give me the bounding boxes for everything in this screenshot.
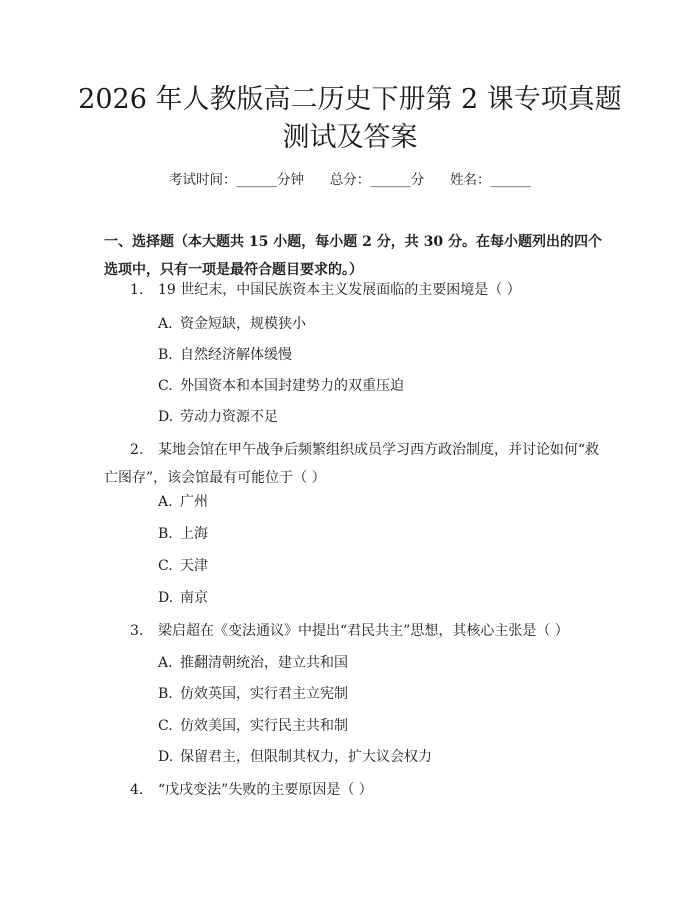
option-text: 外国资本和本国封建势力的双重压迫 — [180, 378, 404, 394]
section-heading: 一、选择题（本大题共 15 小题，每小题 2 分，共 30 分。在每小题列出的四个选项中，只有一项是最符合题目要求的。） — [104, 234, 602, 278]
option-text: 保留君主，但限制其权力，扩大议会权力 — [180, 749, 432, 765]
option-text: 资金短缺，规模狭小 — [180, 316, 306, 332]
option-text: 南京 — [180, 590, 208, 606]
option-2a — [158, 491, 208, 513]
option-3a — [158, 652, 348, 674]
option-3b — [158, 683, 348, 705]
document-title-line-2: 测试及答案 — [282, 122, 418, 153]
option-text: 广州 — [180, 494, 208, 510]
question-number: 4. — [130, 782, 144, 798]
option-text: 天津 — [180, 558, 208, 574]
option-1d — [158, 406, 278, 428]
option-3d — [158, 746, 432, 768]
question-stem: 梁启超在《变法通议》中提出“君民共主”思想，其核心主张是（ ） — [158, 623, 569, 639]
option-text: 仿效英国，实行君主立宪制 — [180, 686, 348, 702]
option-text: 推翻清朝统治，建立共和国 — [180, 655, 348, 671]
option-text: 自然经济解体缓慢 — [180, 347, 292, 363]
question-stem: 某地会馆在甲午战争后频繁组织成员学习西方政治制度，并讨论如何“救亡图存”，该会馆最有可能位于（ ） — [104, 442, 600, 486]
question-stem: “戊戌变法”失败的主要原因是（ ） — [158, 782, 373, 798]
option-text: 劳动力资源不足 — [180, 409, 278, 425]
question-number: 1. — [130, 282, 144, 298]
option-2d — [158, 587, 208, 609]
question-1 — [104, 276, 604, 304]
option-2b — [158, 523, 208, 545]
option-1b — [158, 344, 292, 366]
option-letter: A. — [158, 316, 173, 332]
question-number: 2. — [130, 442, 144, 458]
option-letter: C. — [158, 718, 173, 734]
option-letter: D. — [158, 590, 174, 606]
option-letter: B. — [158, 526, 173, 542]
question-4 — [104, 776, 604, 804]
option-letter: C. — [158, 378, 173, 394]
option-letter: D. — [158, 409, 174, 425]
option-2c — [158, 555, 208, 577]
option-3c — [158, 715, 348, 737]
option-letter: D. — [158, 749, 174, 765]
question-3 — [104, 617, 604, 645]
option-text: 上海 — [180, 526, 208, 542]
option-letter: B. — [158, 686, 173, 702]
exam-meta: 考试时间：______分钟 总分：______分 姓名：______ — [169, 172, 531, 188]
question-stem: 19 世纪末，中国民族资本主义发展面临的主要困境是（ ） — [158, 282, 521, 298]
option-letter: B. — [158, 347, 173, 363]
option-letter: A. — [158, 494, 173, 510]
option-1a — [158, 313, 306, 335]
option-letter: C. — [158, 558, 173, 574]
option-letter: A. — [158, 655, 173, 671]
question-number: 3. — [130, 623, 144, 639]
option-text: 仿效美国，实行民主共和制 — [180, 718, 348, 734]
option-1c — [158, 375, 404, 397]
document-title-line-1: 2026 年人教版高二历史下册第 2 课专项真题 — [78, 84, 622, 115]
question-2 — [104, 436, 604, 492]
